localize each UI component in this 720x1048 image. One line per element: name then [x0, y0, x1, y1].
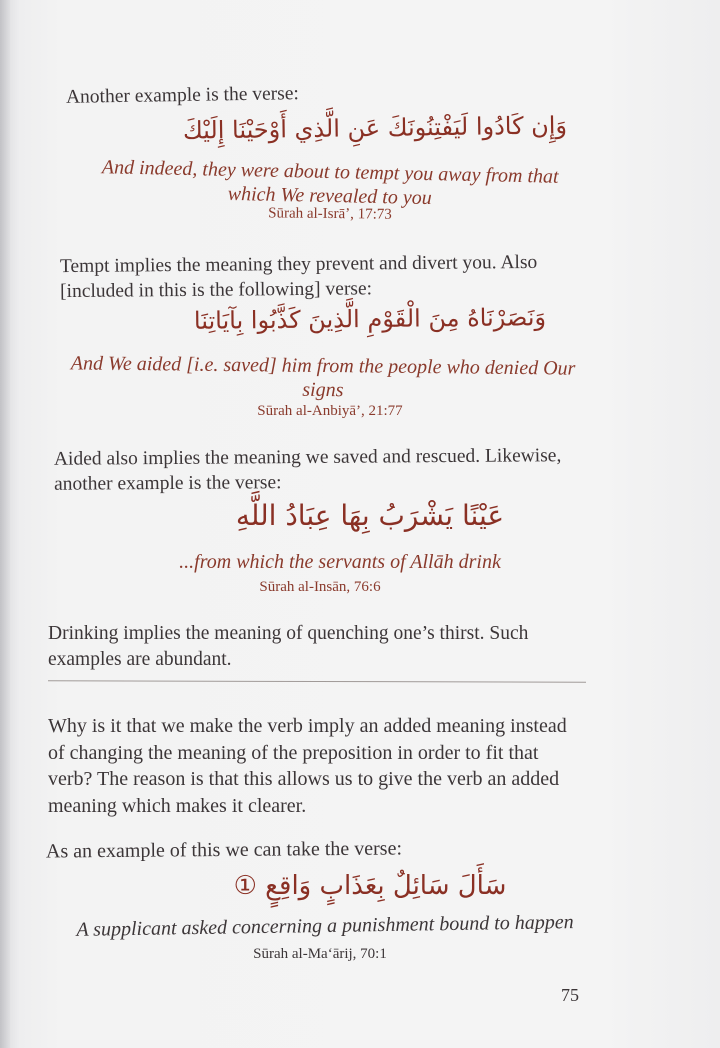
paragraph-line: Another example is the verse:: [65, 83, 299, 108]
paragraph-line: Tempt implies the meaning they prevent and divert you. Also: [59, 251, 538, 278]
paragraph-line: another example is the verse:: [54, 472, 282, 495]
verse-translation-insan: [100, 550, 580, 574]
paragraph-line: [included in this is the following] verse:: [60, 278, 373, 303]
paragraph-line: examples are abundant.: [48, 649, 232, 670]
paragraph-why: [48, 713, 567, 819]
verse-translation-maarij: [50, 910, 600, 943]
arabic-verse-maarij: سَأَلَ سَائِلٌ بِعَذَابٍ وَاقِعٍ ①: [233, 871, 507, 901]
arabic-verse-anbiya: وَنَصَرْنَاهُ مِنَ الْقَوْمِ الَّذِينَ كَذَّبُوا بِآيَاتِنَا: [193, 303, 547, 335]
translation-line: And indeed, they were about to tempt you away from that: [101, 156, 559, 188]
surah-reference-isra: Sūrah al-Isrā’, 17:73: [268, 205, 392, 223]
page-number: 75: [561, 985, 579, 1005]
paragraph-line: Aided also implies the meaning we saved and rescued. Likewise,: [53, 445, 562, 470]
translation-line: which We revealed to you: [227, 182, 432, 210]
paragraph-drinking: [48, 621, 528, 673]
page-gutter-shadow: [0, 0, 10, 1048]
paragraph-line: Drinking implies the meaning of quenching one’s thirst. Such: [48, 623, 529, 644]
translation-line: And We aided [i.e. saved] him from the people who denied Our: [70, 352, 576, 380]
paragraph-line: of changing the meaning of the preposition in order to fit that: [48, 741, 539, 764]
surah-reference-insan: Sūrah al-Insān, 76:6: [259, 579, 381, 595]
paragraph-line: Why is it that we make the verb imply an added meaning instead: [48, 715, 567, 737]
translation-line: signs: [302, 378, 344, 402]
surah-reference-anbiya: Sūrah al-Anbiyā’, 21:77: [257, 403, 403, 419]
arabic-verse-isra: وَإِن كَادُوا لَيَفْتِنُونَكَ عَنِ الَّذِي أَوْحَيْنَا إِلَيْكَ: [182, 111, 568, 145]
translation-line: ...from which the servants of Allāh drink: [179, 551, 501, 573]
paragraph-line: meaning which makes it clearer.: [48, 794, 307, 817]
paragraph-line: As an example of this we can take the verse:: [45, 837, 403, 863]
verse-translation-anbiya: [58, 351, 588, 405]
paragraph-tempt: [60, 250, 538, 304]
paragraph-example: [46, 836, 402, 864]
paragraph-aided: [54, 443, 562, 497]
paragraph-intro: [66, 81, 299, 110]
section-divider: [48, 680, 586, 682]
surah-reference-maarij: Sūrah al-Ma‘ārij, 70:1: [253, 946, 387, 962]
paragraph-line: verb? The reason is that this allows us to give the verb an added: [48, 768, 560, 790]
translation-line: A supplicant asked concerning a punishment bound to happen: [76, 911, 574, 941]
arabic-verse-insan: عَيْنًا يَشْرَبُ بِهَا عِبَادُ اللَّهِ: [235, 499, 505, 532]
